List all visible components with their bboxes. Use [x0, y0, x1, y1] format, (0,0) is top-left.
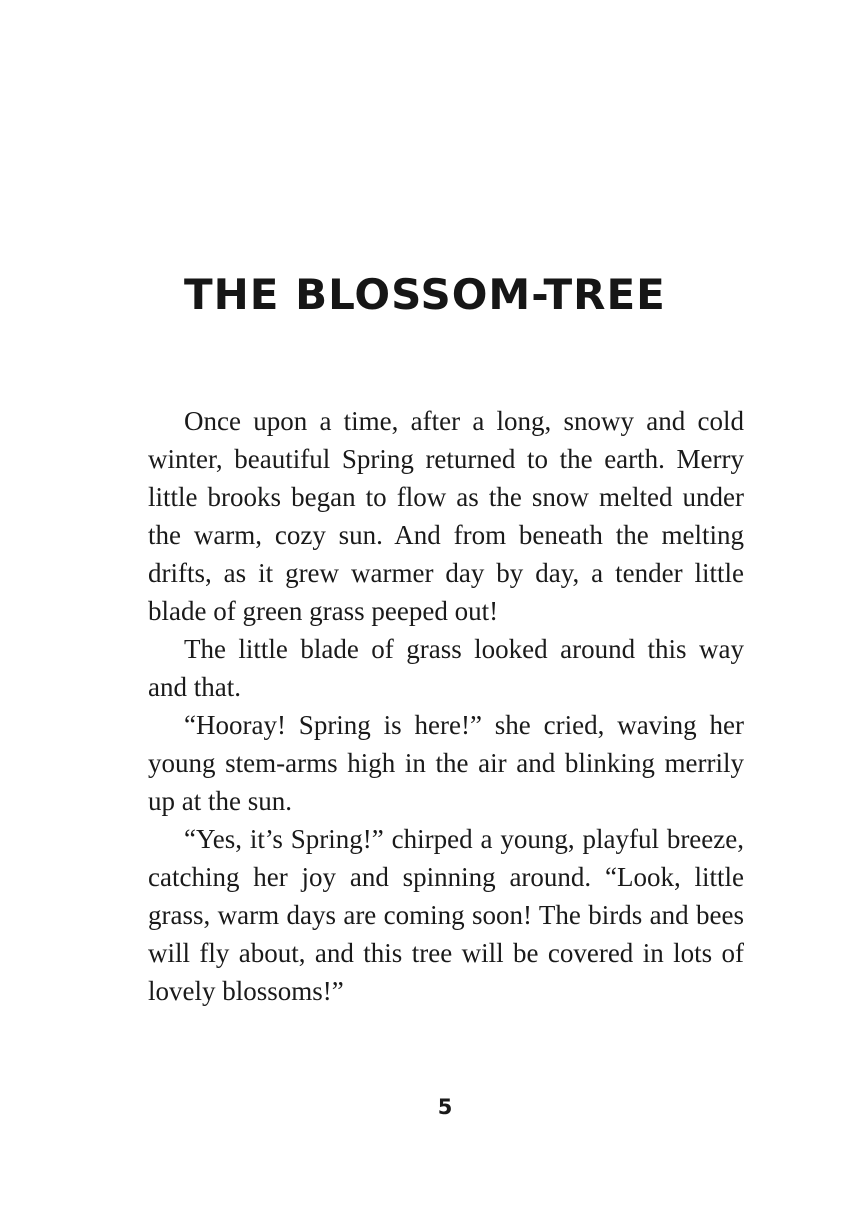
paragraph: “Hooray! Spring is here!” she cried, waving her young stem-arms high in the air and blinking merrily up at the sun. [148, 710, 744, 816]
story-text [148, 402, 744, 1010]
page-number: 5 [437, 1095, 453, 1119]
chapter-title: THE BLOSSOM-TREE [184, 270, 666, 319]
paragraph: Once upon a time, after a long, snowy and cold winter, beautiful Spring returned to the earth. Merry little brooks began to flow as the snow melted under the warm, cozy sun. And from beneath the melting drifts, as it grew warmer day by day, a tender little blade of green grass peeped out! [148, 406, 744, 626]
paragraph: “Yes, it’s Spring!” chirped a young, playful breeze, catching her joy and spinning around. “Look, little grass, warm days are coming soon! The birds and bees will fly about, and this tree will be covered in lots of lovely blossoms!” [148, 824, 744, 1006]
paragraph: The little blade of grass looked around this way and that. [148, 634, 744, 702]
